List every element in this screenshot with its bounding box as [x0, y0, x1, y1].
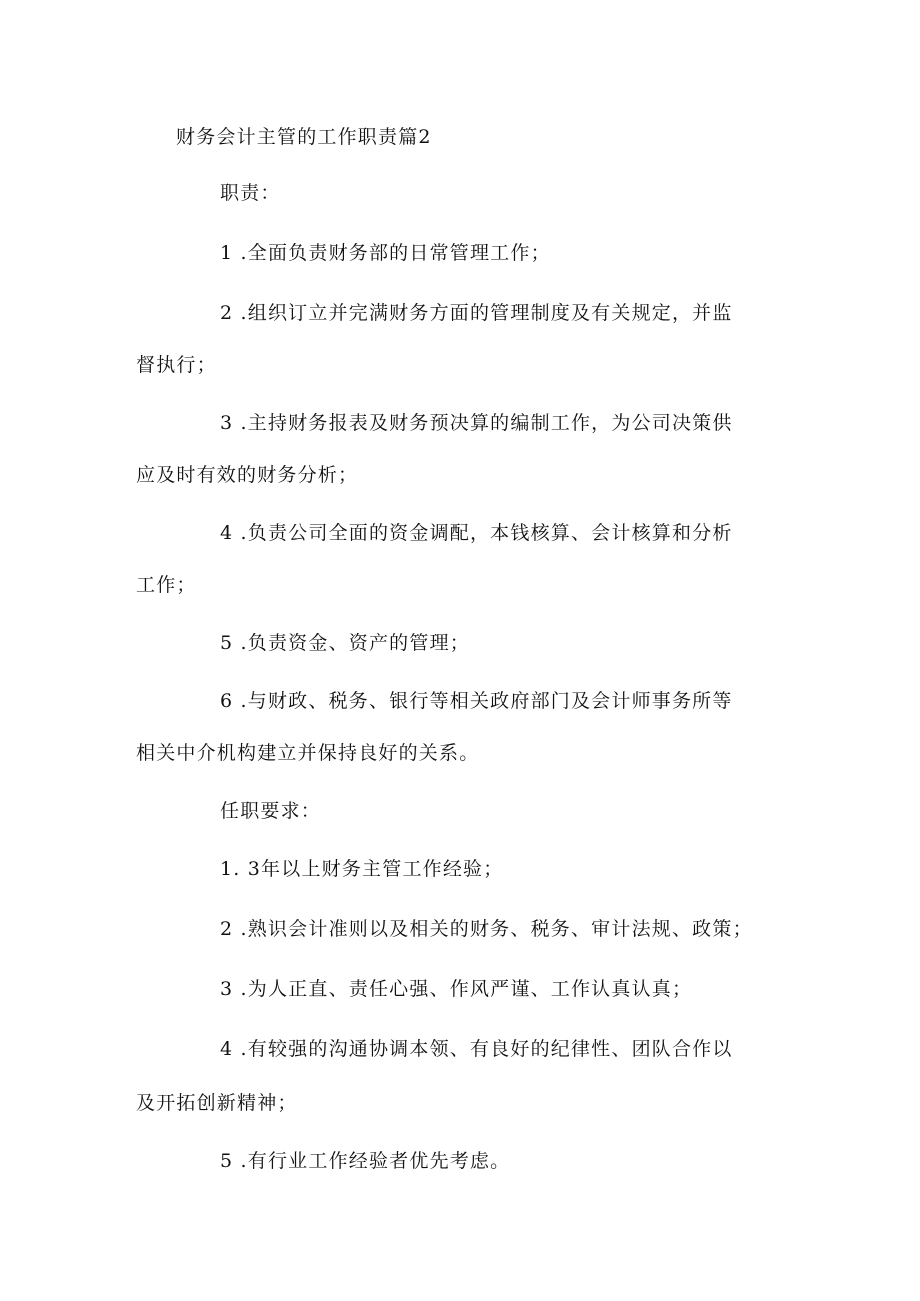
duty-item-3-line-1: 3 .主持财务报表及财务预决算的编制工作，为公司决策供 — [220, 412, 733, 434]
duty-item-2-line-2: 督执行； — [136, 354, 217, 376]
duty-item-6-line-2: 相关中介机构建立并保持良好的关系。 — [136, 742, 480, 764]
requirement-item-3-line-1: 3 .为人正直、责任心强、作风严谨、工作认真认真； — [220, 978, 693, 1000]
duty-item-6-line-1: 6 .与财政、税务、银行等相关政府部门及会计师事务所等 — [220, 690, 733, 712]
duty-item-1-line-1: 1 .全面负责财务部的日常管理工作； — [220, 242, 551, 264]
requirement-item-4-line-1: 4 .有较强的沟通协调本领、有良好的纪律性、团队合作以 — [220, 1038, 733, 1060]
requirements-heading: 任职要求： — [220, 800, 322, 822]
duty-item-2-line-1: 2 .组织订立并完满财务方面的管理制度及有关规定，并监 — [220, 302, 733, 324]
requirement-item-1-line-1: 1. 3年以上财务主管工作经验； — [220, 858, 504, 880]
requirement-item-5-line-1: 5 .有行业工作经验者优先考虑。 — [220, 1150, 511, 1172]
duty-item-4-line-2: 工作； — [136, 574, 197, 596]
duty-item-3-line-2: 应及时有效的财务分析； — [136, 464, 359, 486]
requirement-item-2-line-1: 2 .熟识会计准则以及相关的财务、税务、审计法规、政策； — [220, 918, 753, 940]
document-title: 财务会计主管的工作职责篇2 — [176, 126, 432, 148]
duty-item-4-line-1: 4 .负责公司全面的资金调配，本钱核算、会计核算和分析 — [220, 522, 733, 544]
duty-item-5-line-1: 5 .负责资金、资产的管理； — [220, 632, 470, 654]
requirement-item-4-line-2: 及开拓创新精神； — [136, 1092, 298, 1114]
duties-heading: 职责： — [220, 182, 281, 204]
